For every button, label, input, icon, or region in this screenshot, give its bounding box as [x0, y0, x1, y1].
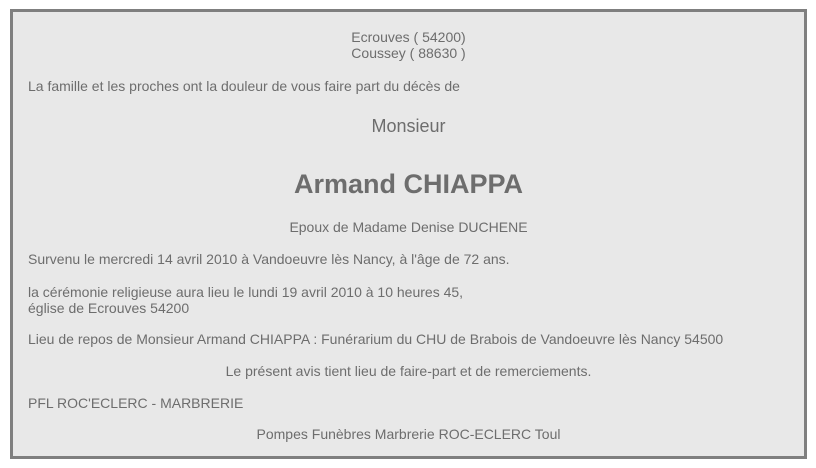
footer-company: Pompes Funèbres Marbrerie ROC-ECLERC Toul [256, 426, 561, 442]
rest-place: Lieu de repos de Monsieur Armand CHIAPPA : Funérarium du CHU de Brabois de Vandoeuvre lès Nancy 54500 [28, 331, 724, 347]
deceased-name: Armand CHIAPPA [293, 169, 524, 199]
ceremony-line-1: la cérémonie religieuse aura lieu le lundi 19 avril 2010 à 10 heures 45, [28, 284, 464, 300]
location-coussey: Coussey ( 88630 ) [351, 45, 466, 61]
funeral-company: PFL ROC'ECLERC - MARBRERIE [28, 395, 244, 411]
spouse-text: Epoux de Madame Denise DUCHENE [289, 219, 528, 235]
honorific: Monsieur [371, 116, 446, 136]
ceremony-line-2: église de Ecrouves 54200 [28, 300, 190, 316]
obituary-card [10, 9, 807, 459]
location-ecrouves: Ecrouves ( 54200) [351, 29, 466, 45]
intro-text: La famille et les proches ont la douleur de vous faire part du décès de [28, 78, 460, 94]
death-notice: Survenu le mercredi 14 avril 2010 à Vandoeuvre lès Nancy, à l'âge de 72 ans. [28, 251, 510, 267]
acknowledgement: Le présent avis tient lieu de faire-part et de remerciements. [225, 363, 592, 379]
